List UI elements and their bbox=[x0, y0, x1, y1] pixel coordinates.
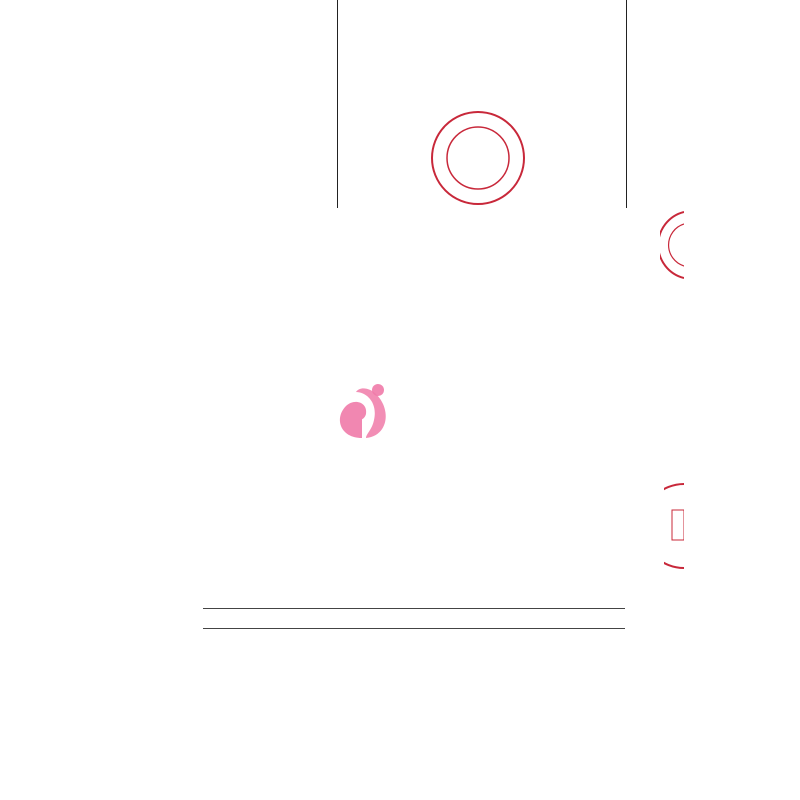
variants-line-1 bbox=[203, 608, 625, 609]
edge-stamp-fragment-icon bbox=[664, 480, 684, 572]
variants-line-2 bbox=[203, 628, 625, 629]
sociu-shop-watermark bbox=[332, 380, 472, 442]
official-seal-stamp bbox=[424, 108, 532, 208]
edge-seal-fragment-icon bbox=[660, 208, 684, 282]
squirrel-logo-icon bbox=[332, 380, 396, 442]
